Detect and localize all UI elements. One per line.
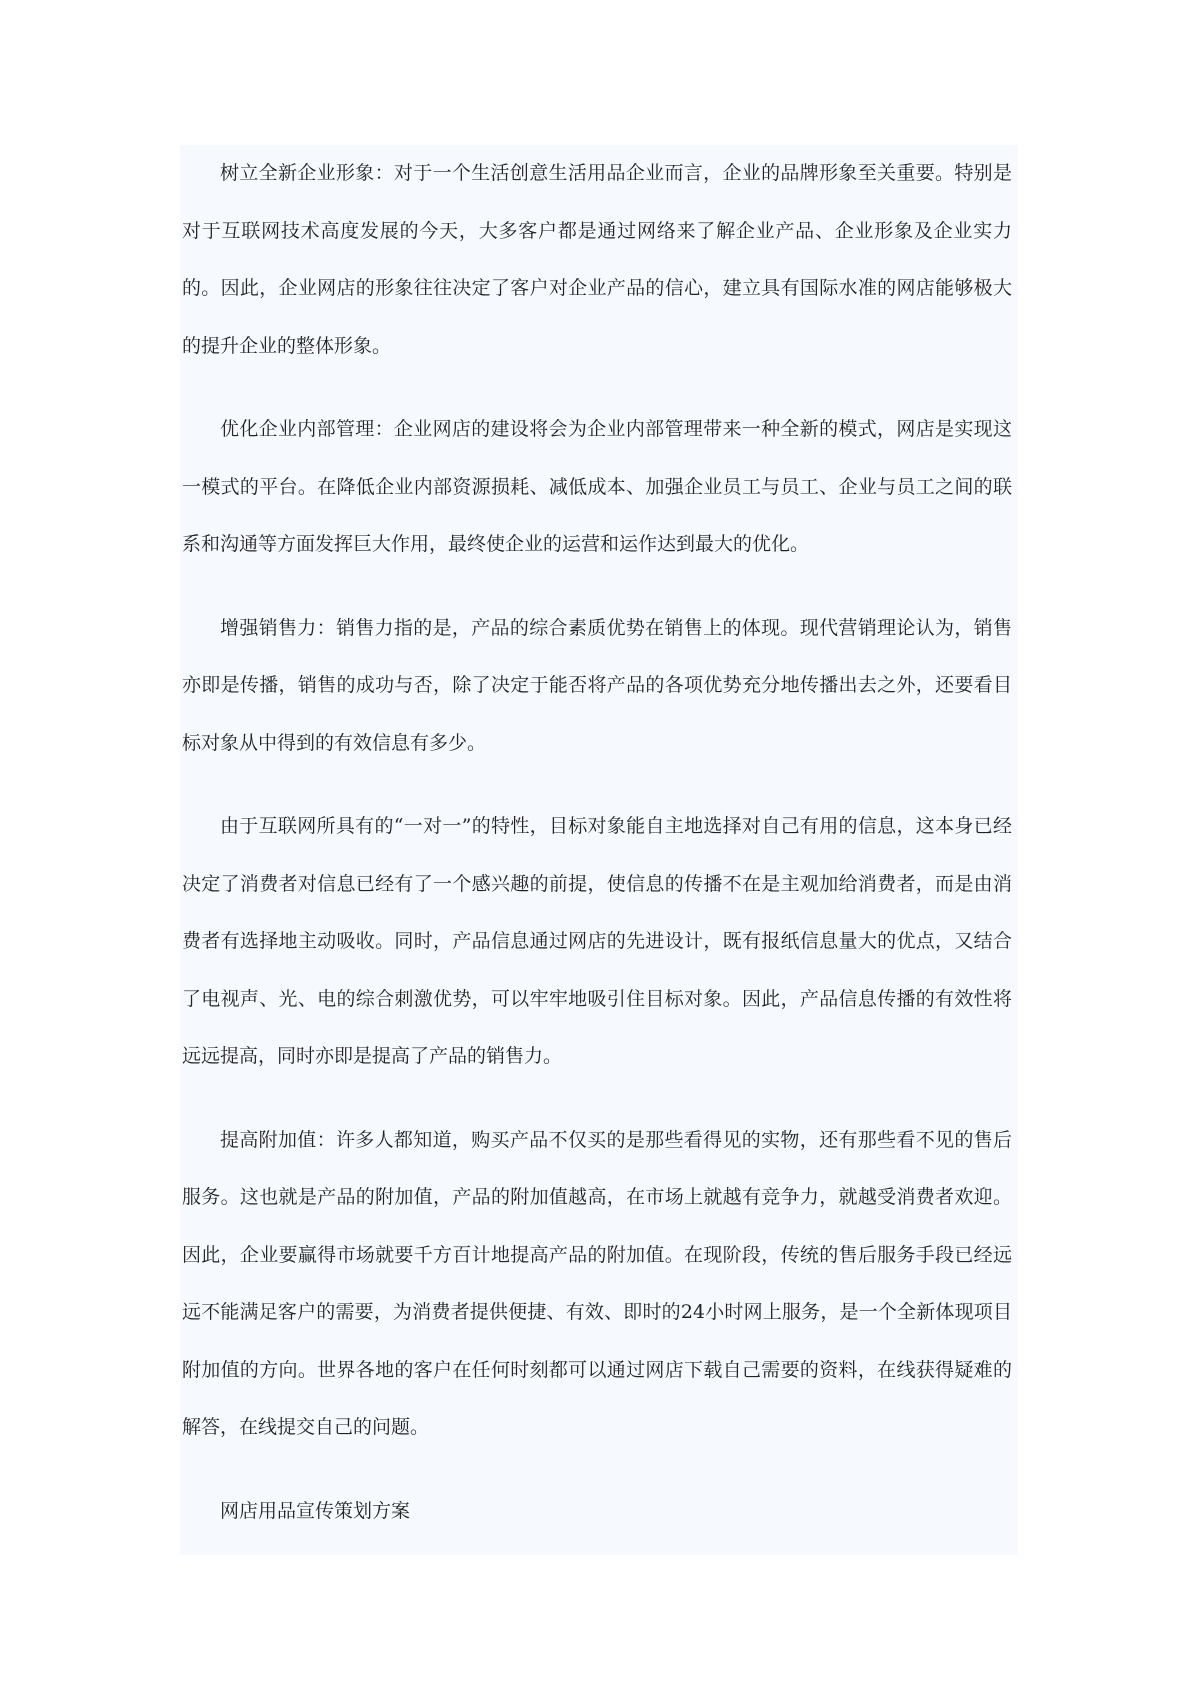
paragraph-section-title: 网店用品宣传策划方案 <box>220 1499 411 1522</box>
paragraph-internal-management: 优化企业内部管理：企业网店的建设将会为企业内部管理带来一种全新的模式，网店是实现这一模式的平台。在降低企业内部资源损耗、减低成本、加强企业员工与员工、企业与员工之间的联系和沟通等方面发挥巨大作用，最终使企业的运营和运作达到最大的优化。 <box>182 418 1012 555</box>
document-body <box>182 145 1012 1540</box>
paragraph-internet-characteristics: 由于互联网所具有的“一对一”的特性，目标对象能自主地选择对自己有用的信息，这本身已经决定了消费者对信息已经有了一个感兴趣的前提，使信息的传播不在是主观加给消费者，而是由消费者有选择地主动吸收。同时，产品信息通过网店的先进设计，既有报纸信息量大的优点，又结合了电视声、光、电的综合刺激优势，可以牢牢地吸引住目标对象。因此，产品信息传播的有效性将远远提高，同时亦即是提高了产品的销售力。 <box>182 815 1012 1067</box>
paragraph-sales-power: 增强销售力：销售力指的是，产品的综合素质优势在销售上的体现。现代营销理论认为，销售亦即是传播，销售的成功与否，除了决定于能否将产品的各项优势充分地传播出去之外，还要看目标对象从中得到的有效信息有多少。 <box>182 616 1012 754</box>
paragraph-added-value: 提高附加值：许多人都知道，购买产品不仅买的是那些看得见的实物，还有那些看不见的售后服务。这也就是产品的附加值，产品的附加值越高，在市场上就越有竞争力，就越受消费者欢迎。因此，企业要赢得市场就要千方百计地提高产品的附加值。在现阶段，传统的售后服务手段已经远远不能满足客户的需要，为消费者提供便捷、有效、即时的24小时网上服务，是一个全新体现项目附加值的方向。世界各地的客户在任何时刻都可以通过网店下载自己需要的资料，在线获得疑难的解答，在线提交自己的问题。 <box>182 1128 1012 1438</box>
paragraph-brand-image: 树立全新企业形象：对于一个生活创意生活用品企业而言，企业的品牌形象至关重要。特别是对于互联网技术高度发展的今天，大多客户都是通过网络来了解企业产品、企业形象及企业实力的。因此，企业网店的形象往往决定了客户对企业产品的信心，建立具有国际水准的网店能够极大的提升企业的整体形象。 <box>182 162 1012 357</box>
